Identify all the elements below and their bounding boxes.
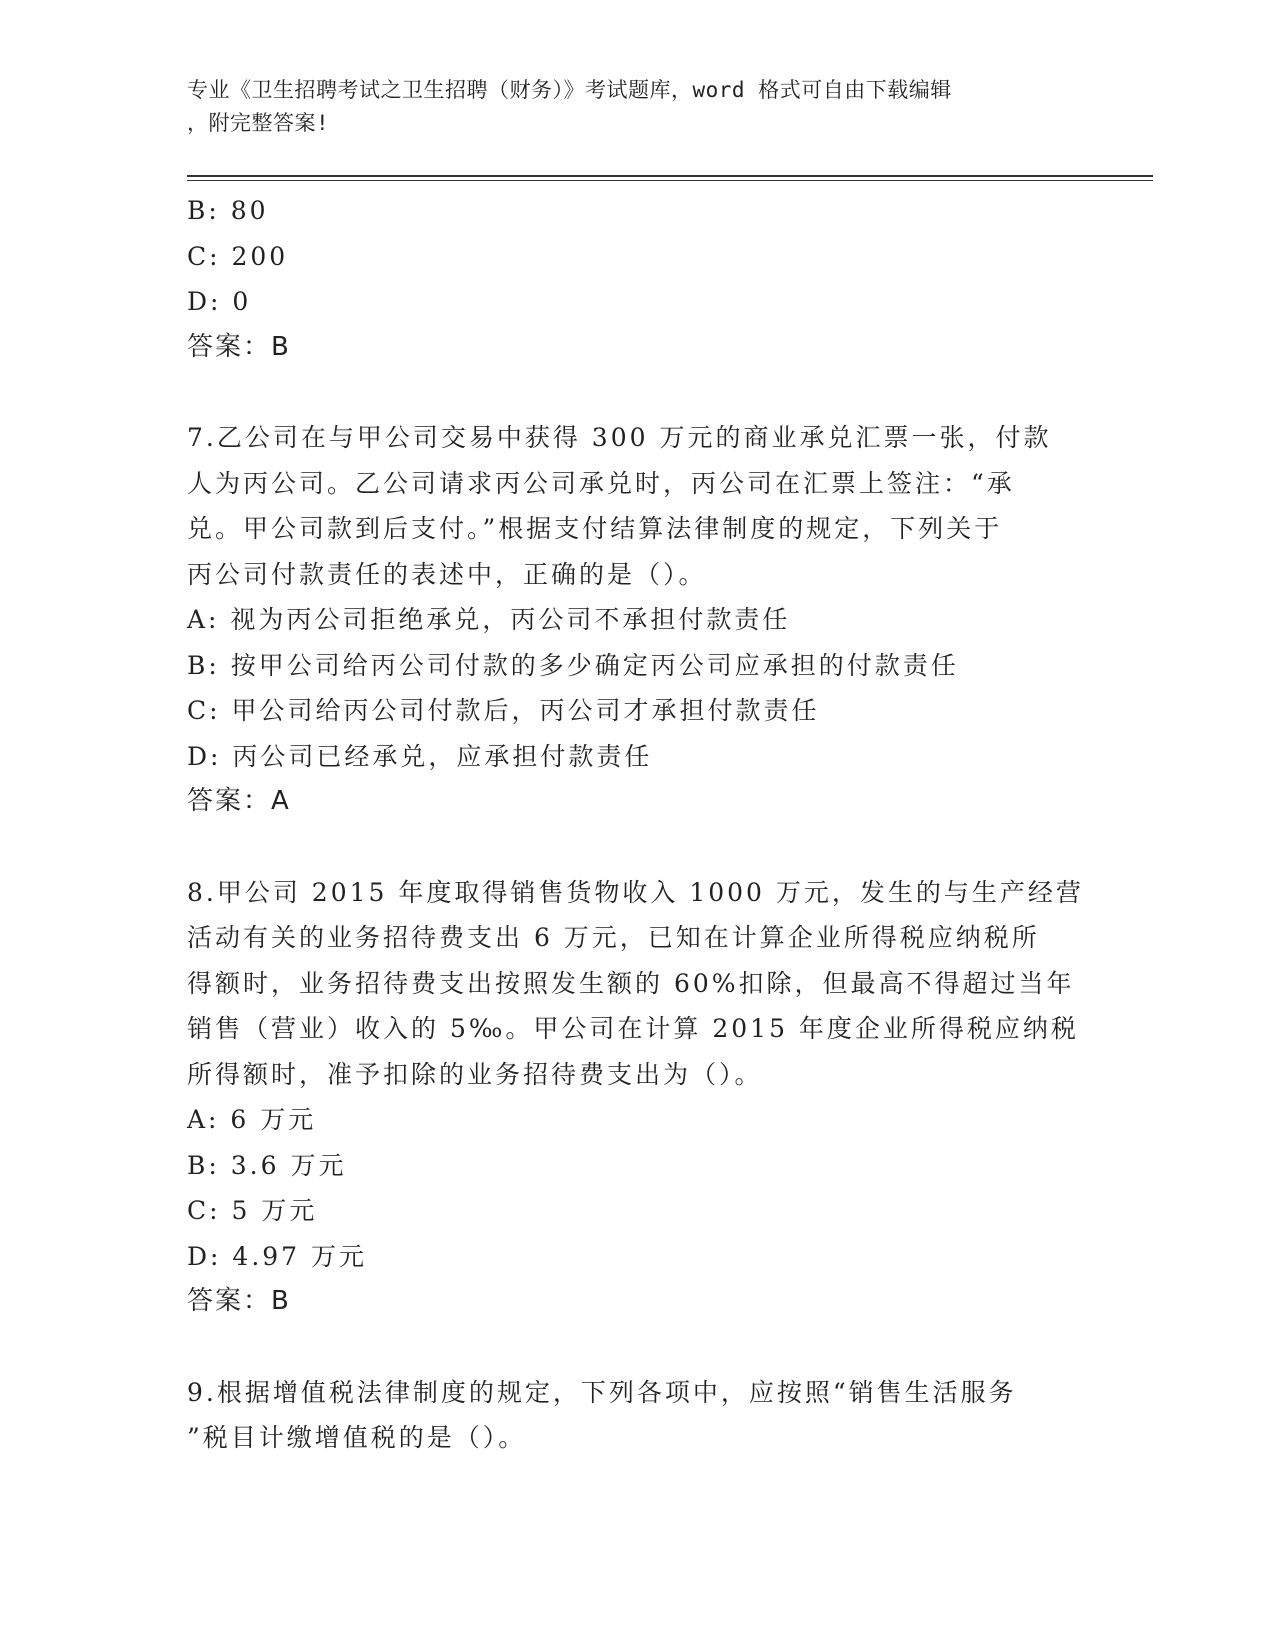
- question-8-text-line: 销售（营业）收入的 5‰。甲公司在计算 2015 年度企业所得税应纳税: [187, 1014, 1079, 1043]
- question-8-option-b: B: 3.6 万元: [187, 1150, 347, 1180]
- question-9-text-line: ”税目计缴增值税的是（）。: [187, 1423, 527, 1452]
- question-7-text-line: 丙公司付款责任的表述中，正确的是（）。: [187, 559, 707, 589]
- question-7-option-d: D: 丙公司已经承兑，应承担付款责任: [187, 741, 653, 771]
- question-8-option-d: D: 4.97 万元: [187, 1241, 368, 1271]
- question-7-text-line: 兑。甲公司款到后支付。”根据支付结算法律制度的规定，下列关于: [187, 514, 1003, 543]
- question-8-text-line: 活动有关的业务招待费支出 6 万元，已知在计算企业所得税应纳税所: [187, 923, 1040, 952]
- spacer: [187, 370, 1087, 415]
- answer-line: 答案：B: [187, 331, 291, 362]
- header-title-line-1: 专业《卫生招聘考试之卫生招聘（财务）》考试题库，word 格式可自由下载编辑: [187, 78, 952, 102]
- question-8-text-line: 得额时，业务招待费支出按照发生额的 60%扣除，但最高不得超过当年: [187, 968, 1075, 998]
- header-divider: [187, 175, 1153, 177]
- question-8-text-line: 8.甲公司 2015 年度取得销售货物收入 1000 万元，发生的与生产经营: [187, 877, 1084, 907]
- question-9-text-line: 9.根据增值税法律制度的规定，下列各项中，应按照“销售生活服务: [187, 1377, 1017, 1407]
- question-8: [187, 870, 1087, 1325]
- spacer: [187, 1325, 1087, 1370]
- header-title-line-2: ，附完整答案!: [187, 111, 330, 135]
- question-7-option-b: B: 按甲公司给丙公司付款的多少确定丙公司应承担的付款责任: [187, 650, 959, 680]
- question-8-answer: 答案：B: [187, 1286, 291, 1316]
- question-7-text-line: 人为丙公司。乙公司请求丙公司承兑时，丙公司在汇票上签注：“承: [187, 468, 1015, 498]
- question-content: [187, 188, 1087, 1461]
- option-c: C: 200: [187, 241, 289, 271]
- question-7-option-a: A: 视为丙公司拒绝承兑，丙公司不承担付款责任: [187, 605, 791, 634]
- question-8-option-a: A: 6 万元: [187, 1105, 317, 1134]
- question-7-option-c: C: 甲公司给丙公司付款后，丙公司才承担付款责任: [187, 696, 820, 725]
- question-9: [187, 1370, 1087, 1461]
- spacer: [187, 825, 1087, 870]
- option-d: D: 0: [187, 287, 252, 316]
- question-8-text-line: 所得额时，准予扣除的业务招待费支出为（）。: [187, 1059, 763, 1089]
- option-b: B: 80: [187, 196, 269, 225]
- question-7-answer: 答案：A: [187, 786, 291, 816]
- page-header: [187, 74, 1067, 140]
- question-7: [187, 415, 1087, 825]
- question-7-text-line: 7.乙公司在与甲公司交易中获得 300 万元的商业承兑汇票一张，付款: [187, 423, 1052, 452]
- header-divider-thin: [187, 180, 1153, 181]
- question-8-option-c: C: 5 万元: [187, 1196, 318, 1225]
